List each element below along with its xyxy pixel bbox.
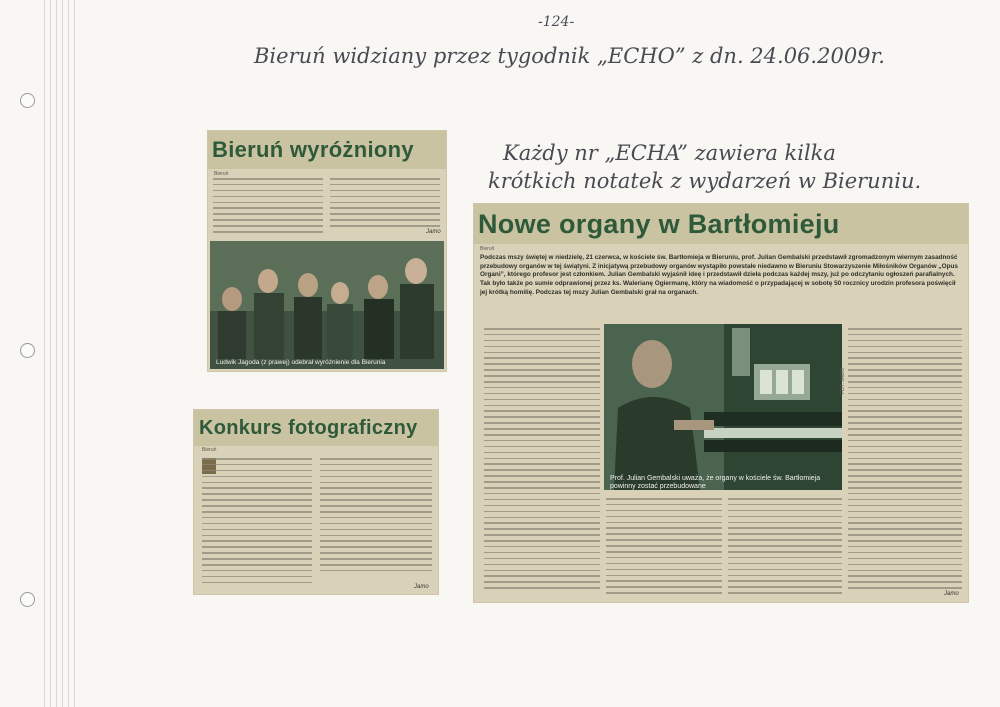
photo-content [604, 324, 842, 490]
signature: Jamo [426, 229, 441, 235]
clipping-bierun-wyrozniony [208, 131, 446, 371]
binder-line [68, 0, 69, 707]
lead-paragraph: Podczas mszy świętej w niedzielę, 21 czerwca, w kościele św. Bartłomieja w Bieruniu, prof. Julian Gembalski przedstawił zgromadzonym wiernym zasadność przebudowy organów w tej świątyni. Z inicjatywą przebudowy organów wystąpiło powstałe niedawno w Bieruniu Stowarzyszenie Miłośników Organów „Opus Organi”, którego profesor jest członkiem. Julian Gembalski wyjaśnił ideę i przedstawił dzieła podczas każdej mszy, już po odczytaniu ogłoszeń parafialnych. Tak było także po sumie odprawionej przez ks. Walerianę Ogiermanę, który na wiadomość o przypadającej w sobotę 50 rocznicy urodzin profesora poświęcił jej krótką homilię. Podczas tej mszy Julian Gembalski grał na organach. [480, 254, 958, 296]
article-text-column [213, 178, 323, 236]
section-label: Bieruń [480, 246, 495, 252]
signature: Jamo [944, 591, 959, 597]
binder-line [44, 0, 45, 707]
punch-hole [20, 592, 35, 607]
article-text-column [848, 328, 962, 596]
article-text-column [330, 178, 440, 230]
page-number: -124- [538, 14, 575, 30]
top-note: Bieruń widziany przez tygodnik „ECHO” z dn. 24.06.2009r. [254, 44, 885, 68]
side-note-line-2: krótkich notatek z wydarzeń w Bieruniu. [488, 169, 922, 193]
photo-caption-line-2: powinny zostać przebudowane [610, 483, 706, 490]
photo-credit: FOT. JAMO [840, 367, 846, 394]
article-text-column [728, 498, 842, 598]
article-text-column [606, 498, 722, 598]
punch-hole [20, 93, 35, 108]
signature: Jamo [414, 584, 429, 590]
side-note-line-1: Każdy nr „ECHA” zawiera kilka [503, 141, 836, 165]
clipping-nowe-organy [474, 204, 968, 602]
headline: Konkurs fotograficzny [199, 417, 418, 439]
headline: Nowe organy w Bartłomieju [478, 209, 840, 239]
binder-line [56, 0, 57, 707]
article-text-column [320, 458, 432, 580]
section-label: Bieruń [202, 447, 217, 453]
photo-content [210, 241, 444, 369]
photo-caption: Ludwik Jagoda (z prawej) odebrał wyróżnienie dla Bierunia [216, 359, 386, 366]
binder-line [74, 0, 75, 707]
headline: Bieruń wyróżniony [212, 137, 414, 162]
section-label: Bieruń [214, 171, 229, 177]
article-text-column [484, 328, 600, 596]
article-text-column [202, 458, 312, 588]
clipping-konkurs-fotograficzny [194, 410, 438, 594]
article-photo [604, 324, 842, 490]
punch-hole [20, 343, 35, 358]
binder-line [62, 0, 63, 707]
article-photo [210, 241, 444, 369]
photo-caption-line-1: Prof. Julian Gembalski uważa, że organy w kościele św. Bartłomieja [610, 475, 821, 482]
binder-line [50, 0, 51, 707]
